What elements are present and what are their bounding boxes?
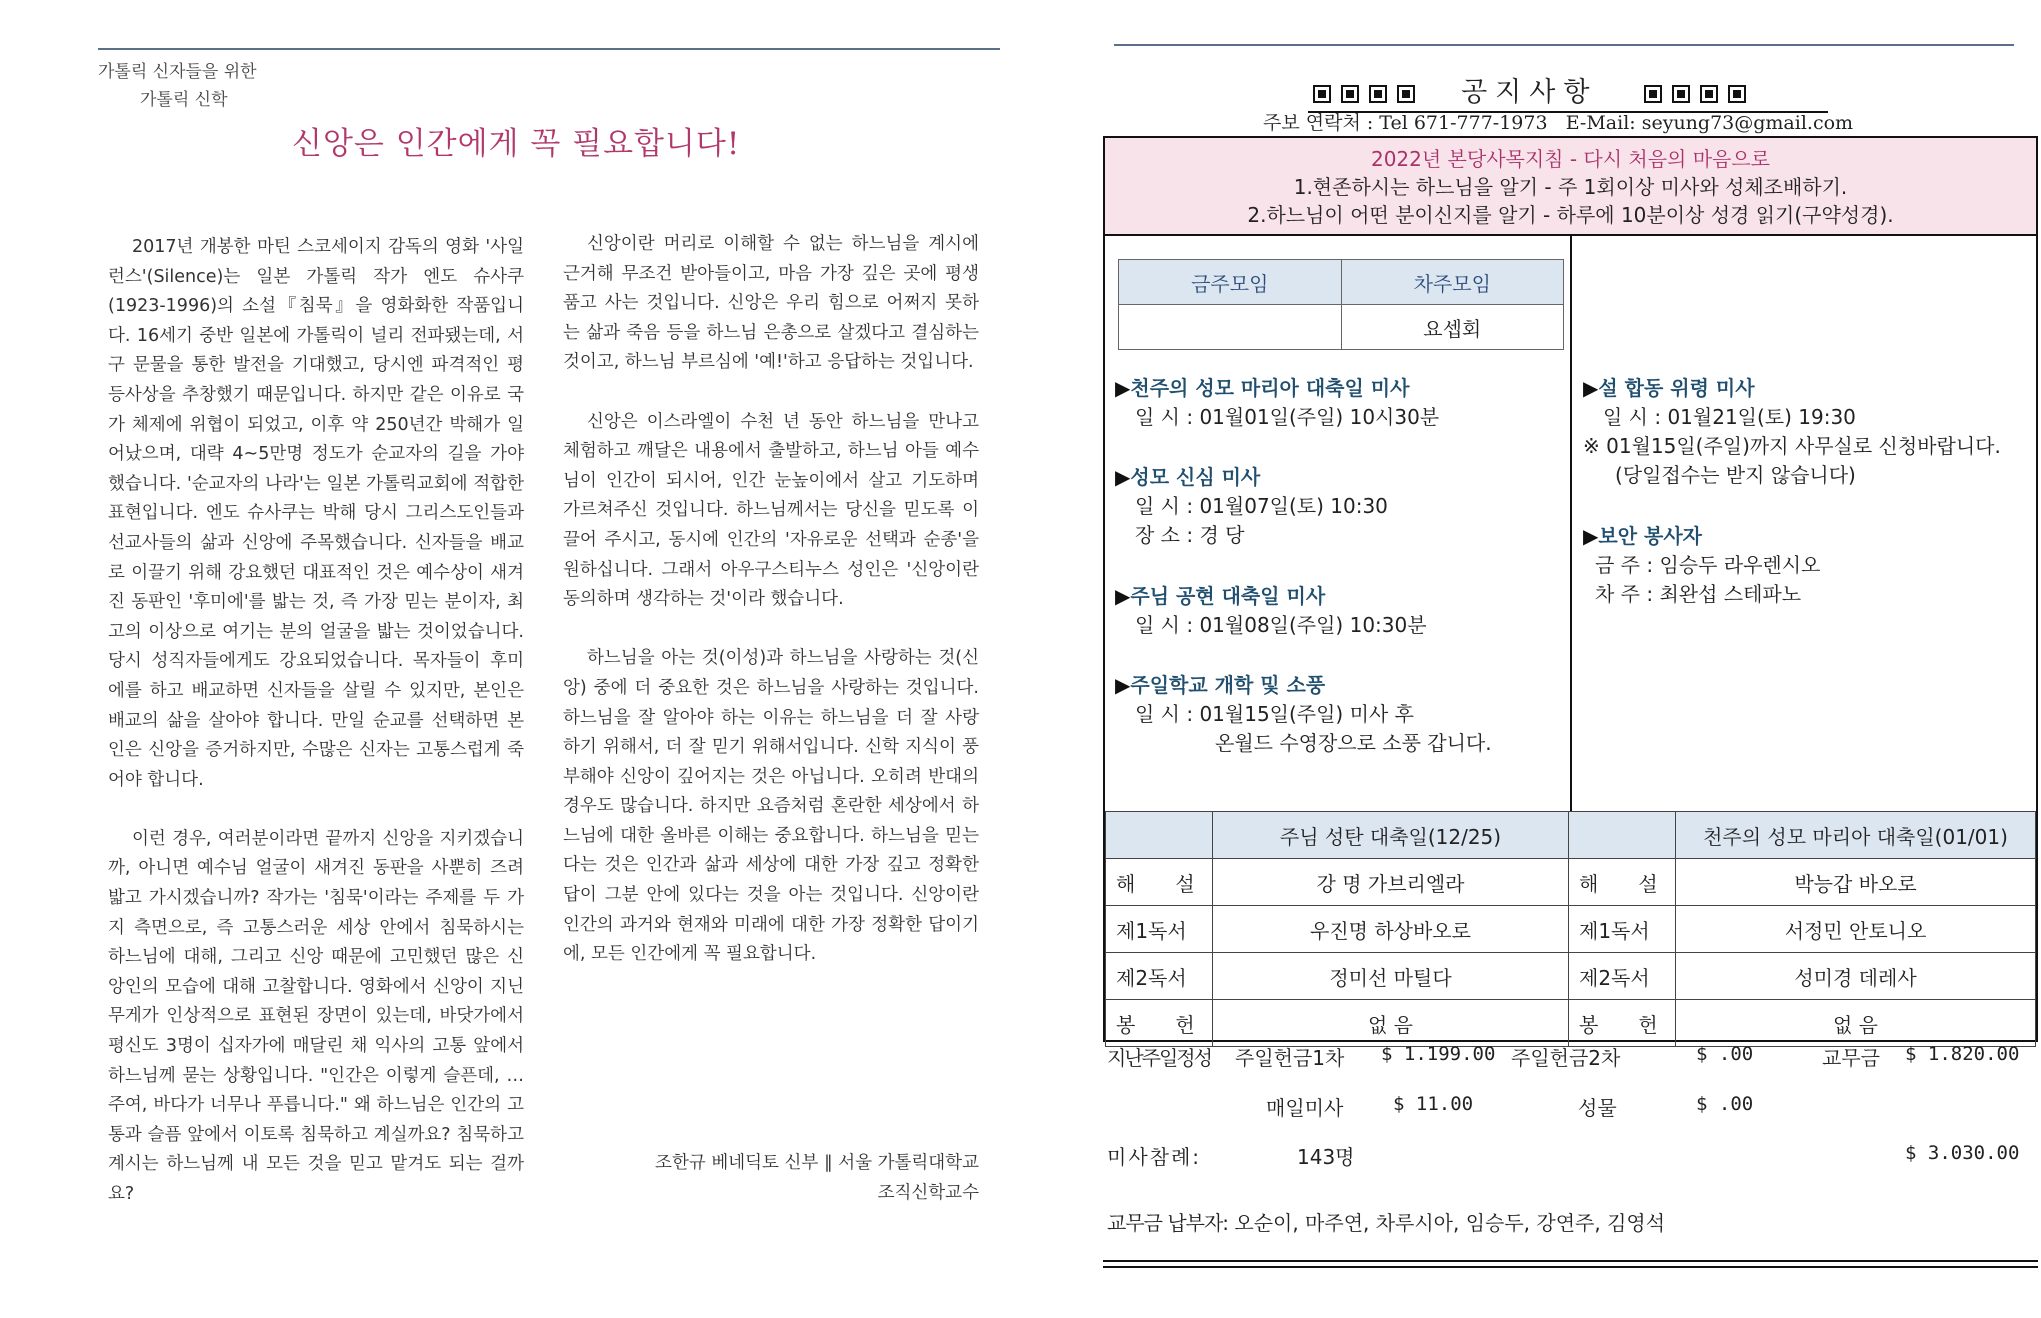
triangle-right-icon: ▶ (1583, 376, 1599, 400)
role-label: 봉 헌 (1106, 1000, 1213, 1047)
banner-line: 1.현존하시는 하느님을 알기 - 주 1회이상 미사와 성체조배하기. (1293, 175, 1848, 199)
roles-header-mary: 천주의 성모 마리아 대축일(01/01) (1676, 812, 2036, 859)
role-value: 없 음 (1213, 1000, 1569, 1047)
event-block (1115, 374, 1565, 463)
event-title: 설 합동 위령 미사 (1598, 376, 1755, 400)
article-paragraph: 하느님을 아는 것(이성)과 하느님을 사랑하는 것(신앙) 중에 더 중요한 것은 하느님을 사랑하는 것입니다. 하느님을 잘 알아야 하는 이유는 하느님을 더 잘 사랑하기 위해서, 더 잘 믿기 위해서입니다. 신학 지식이 풍부해야 신앙이 깊어지는 것은 아닙니다. 오히려 반대의 경우도 많습니다. 하지만 요즘처럼 혼란한 세상에서 하느님에 대한 올바른 이해는 중요합니다. 하느님을 믿는다는 것은 인간과 삶과 세상에 대한 가장 깊고 정확한 답이 그분 안에 있다는 것을 아는 것입니다. 신앙이란 인간의 과거와 현재와 미래에 대한 가장 정확한 답이기에, 모든 인간에게 꼭 필요합니다. (563, 648, 979, 965)
banner-title: 2022년 본당사목지침 - 다시 처음의 마음으로 (1370, 147, 1771, 171)
series-sublabel: 가톨릭 신학 (140, 90, 228, 110)
holy-items-label: 성물 (1578, 1096, 1617, 1120)
banner-line: 2.하느님이 어떤 분이신지를 알기 - 하루에 10분이상 성경 읽기(구약성경). (1247, 203, 1894, 227)
this-week-meeting-value (1119, 305, 1342, 350)
column-divider (1570, 236, 1572, 811)
role-value: 우진명 하상바오로 (1213, 906, 1569, 953)
role-value: 성미경 데레사 (1676, 953, 2036, 1000)
event-title: 보안 봉사자 (1598, 524, 1702, 548)
event-block (1115, 671, 1565, 758)
next-week-meeting-value: 요셉회 (1341, 305, 1564, 350)
square-icon (1397, 85, 1415, 103)
role-label: 해 설 (1106, 859, 1213, 906)
article-column-1 (108, 233, 524, 1210)
bottom-double-rule (1103, 1260, 2038, 1268)
event-detail: 차 주 : 최완섭 스테파노 (1595, 582, 1802, 606)
role-label: 제2독서 (1569, 953, 1676, 1000)
roles-header-christmas: 주님 성탄 대축일(12/25) (1213, 812, 1569, 859)
article-paragraph: 이런 경우, 여러분이라면 끝까지 신앙을 지키겠습니까, 아니면 예수님 얼굴이 새겨진 동판을 사뿐히 즈려밟고 가시겠습니까? 작가는 '침묵'이라는 주제를 두 가지 측면으로, 즉 고통스러운 세상 안에서 침묵하시는 하느님에 대해, 그리고 신앙 때문에 고민했던 많은 신앙인의 모습에 대해 고찰합니다. 영화에서 신앙이 지닌 무게가 인상적으로 표현된 장면이 있는데, 바닷가에서 평신도 3명이 십자가에 매달린 채 익사의 고통 앞에서 하느님께 묻는 상황입니다. "인간은 이렇게 슬픈데, … 주여, 바다가 너무나 푸릅니다." 왜 하느님은 인간의 고통과 슬픔 앞에서 이토록 침묵하고 계실까요? 침묵하고 계시는 하느님께 내 모든 것을 믿고 맡겨도 되는 걸까요? (108, 828, 524, 1204)
event-detail: 금 주 : 임승두 라우렌시오 (1595, 553, 1821, 577)
role-value: 박능갑 바오로 (1676, 859, 2036, 906)
role-value: 정미선 마틸다 (1213, 953, 1569, 1000)
event-title: 천주의 성모 마리아 대축일 미사 (1130, 376, 1410, 400)
square-icon (1369, 85, 1387, 103)
role-label: 제1독서 (1569, 906, 1676, 953)
article-title: 신앙은 인간에게 꼭 필요합니다! (292, 126, 741, 162)
daily-mass-label: 매일미사 (1266, 1096, 1344, 1120)
roles-header-blank (1569, 812, 1676, 859)
education-fee-label: 교무금 (1822, 1046, 1880, 1070)
sunday-collection-1-value: $ 1.199.00 (1381, 1043, 1496, 1065)
square-icon (1644, 85, 1662, 103)
square-icon (1341, 85, 1359, 103)
events-left (1115, 374, 1565, 758)
article-paragraph: 2017년 개봉한 마틴 스코세이지 감독의 영화 '사일런스'(Silence)는 일본 가톨릭 작가 엔도 슈사쿠(1923-1996)의 소설『침묵』을 영화화한 작품입니다. 16세기 중반 일본에 가톨릭이 널리 전파됐는데, 서구 문물을 통한 발전을 기대했고, 당시엔 파격적인 평등사상을 추창했기 때문입니다. 하지만 같은 이유로 국가 체제에 위협이 되었고, 이후 약 250년간 박해가 일어났으며, 대략 4~5만명 정도가 순교자의 길을 가야 했습니다. '순교자의 나라'는 일본 가톨릭교회에 적합한 표현입니다. 엔도 슈사쿠는 박해 당시 그리스도인들과 선교사들의 삶과 신앙에 주목했습니다. 신자들을 배교로 이끌기 위해 강요했던 대표적인 것은 예수상이 새겨진 동판인 '후미에'를 밟는 것, 즉 가장 믿는 분이자, 최고의 이상으로 여기는 분의 얼굴을 밟는 것이었습니다. 당시 성직자들에게도 강요되었습니다. 목자들이 후미에를 하고 배교하면 신자들을 살릴 수 있지만, 본인은 배교의 삶을 살아야 합니다. 만일 순교를 선택하면 본인은 신앙을 증거하지만, 수많은 신자는 고통스럽게 죽어야 합니다. (108, 237, 524, 790)
left-top-rule (98, 48, 1000, 50)
event-detail: 일 시 : 01월01일(주일) 10시30분 (1135, 405, 1440, 429)
role-label: 제1독서 (1106, 906, 1213, 953)
series-label: 가톨릭 신자들을 위한 (98, 62, 257, 82)
event-detail: 일 시 : 01월08일(주일) 10:30분 (1135, 613, 1427, 637)
author-credit (563, 1148, 979, 1208)
event-title: 주님 공현 대축일 미사 (1130, 584, 1326, 608)
role-label: 봉 헌 (1569, 1000, 1676, 1047)
author-line: 조한규 베네딕토 신부 ∥ 서울 가톨릭대학교 (655, 1153, 979, 1173)
right-top-rule (1114, 44, 2014, 46)
event-detail: 일 시 : 01월21일(토) 19:30 (1603, 405, 1856, 429)
event-note: ※ 01월15일(주일)까지 사무실로 신청바랍니다. (1583, 434, 2001, 458)
event-block (1115, 582, 1565, 671)
event-detail: 일 시 : 01월07일(토) 10:30 (1135, 494, 1388, 518)
event-block (1583, 522, 2033, 609)
role-value: 없 음 (1676, 1000, 2036, 1047)
notice-header (1308, 70, 1828, 113)
sunday-collection-1-label: 주일헌금1차 (1235, 1046, 1345, 1070)
triangle-right-icon: ▶ (1115, 465, 1131, 489)
event-title: 주일학교 개학 및 소풍 (1130, 673, 1326, 697)
total-value: $ 3.030.00 (1905, 1142, 2020, 1164)
attendance-label: 미사참례: (1107, 1145, 1202, 1169)
meeting-table (1118, 259, 1564, 350)
notice-title: 공지사항 (1461, 77, 1598, 108)
sunday-collection-2-label: 주일헌금2차 (1511, 1046, 1621, 1070)
events-right (1583, 374, 2033, 609)
event-detail: 온월드 수영장으로 소풍 갑니다. (1215, 731, 1492, 755)
attendance-value: 143명 (1297, 1145, 1355, 1169)
role-value: 서정민 안토니오 (1676, 906, 2036, 953)
square-icon (1313, 85, 1331, 103)
daily-mass-value: $ 11.00 (1393, 1093, 1474, 1115)
event-title: 성모 신심 미사 (1130, 465, 1261, 489)
contact-line: 주보 연락처 : Tel 671-777-1973 E-Mail: seyung73@gmail.com (1263, 112, 1854, 134)
event-detail: 장 소 : 경 당 (1135, 523, 1245, 547)
finance-label: 지난주일정성 (1107, 1046, 1211, 1070)
role-label: 제2독서 (1106, 953, 1213, 1000)
payers-label: 교무금 납부자: (1107, 1211, 1229, 1235)
education-fee-value: $ 1.820.00 (1905, 1043, 2020, 1065)
sunday-collection-2-value: $ .00 (1696, 1043, 1754, 1065)
pastoral-banner (1105, 138, 2036, 236)
role-value: 강 명 가브리엘라 (1213, 859, 1569, 906)
triangle-right-icon: ▶ (1583, 524, 1599, 548)
square-icon (1672, 85, 1690, 103)
role-label: 해 설 (1569, 859, 1676, 906)
holy-items-value: $ .00 (1696, 1093, 1754, 1115)
payers-line (1107, 1207, 1665, 1236)
liturgy-roles-table (1105, 811, 2036, 1047)
triangle-right-icon: ▶ (1115, 584, 1131, 608)
article-paragraph: 신앙이란 머리로 이해할 수 없는 하느님을 계시에 근거해 무조건 받아들이고, 마음 가장 깊은 곳에 평생 품고 사는 것입니다. 신앙은 우리 힘으로 어쩌지 못하는 삶과 죽음 등을 하느님 은총으로 살겠다고 결심하는 것이고, 하느님 부르심에 '예!'하고 응답하는 것입니다. (563, 234, 979, 373)
square-icon (1700, 85, 1718, 103)
square-icon (1728, 85, 1746, 103)
author-title: 조직신학교수 (877, 1183, 979, 1203)
roles-header-blank (1106, 812, 1213, 859)
this-week-meeting-header: 금주모임 (1119, 260, 1342, 305)
payers-names: 오순이, 마주연, 차루시아, 임승두, 강연주, 김영석 (1234, 1211, 1666, 1235)
article-paragraph: 신앙은 이스라엘이 수천 년 동안 하느님을 만나고 체험하고 깨달은 내용에서 출발하고, 하느님 아들 예수님이 인간이 되시어, 인간 눈높이에서 살고 기도하며 가르쳐주신 것입니다. 하느님께서는 당신을 믿도록 이끌어 주시고, 동시에 인간의 '자유로운 선택과 순종'을 원하십니다. 그래서 아우구스티누스 성인은 '신앙이란 동의하며 생각하는 것'이라 했습니다. (563, 411, 979, 610)
event-block (1115, 463, 1565, 582)
triangle-right-icon: ▶ (1115, 673, 1131, 697)
event-note: (당일접수는 받지 않습니다) (1615, 463, 1856, 487)
triangle-right-icon: ▶ (1115, 376, 1131, 400)
event-detail: 일 시 : 01월15일(주일) 미사 후 (1135, 702, 1414, 726)
event-block (1583, 374, 2033, 522)
article-column-2 (563, 230, 979, 970)
next-week-meeting-header: 차주모임 (1341, 260, 1564, 305)
